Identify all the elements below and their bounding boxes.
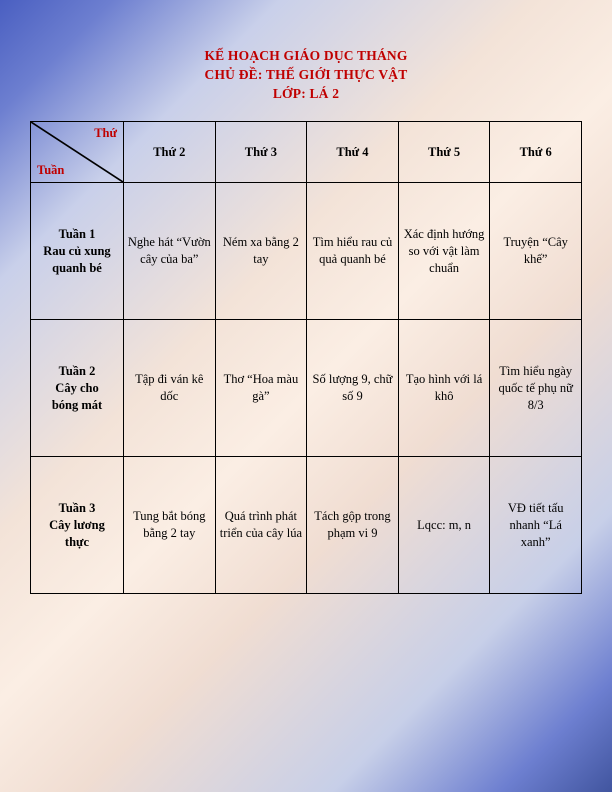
week-label-3-line-3: thực [64, 534, 90, 549]
corner-bottom-label: Tuần [37, 163, 65, 177]
week-label-3 [31, 457, 124, 594]
week-label-2-line-2: Cây cho [55, 380, 99, 395]
cell-w2-thu5: Tạo hình với lá khô [398, 320, 490, 457]
week-label-2-line-3: bóng mát [51, 397, 103, 412]
cell-w2-thu2: Tập đi ván kê dốc [124, 320, 216, 457]
cell-w3-thu5: Lqcc: m, n [398, 457, 490, 594]
week-label-3-line-1: Tuần 3 [58, 500, 96, 515]
cell-w2-thu4: Số lượng 9, chữ số 9 [307, 320, 399, 457]
table-header-row [31, 122, 582, 183]
cell-w3-thu4: Tách gộp trong phạm vi 9 [307, 457, 399, 594]
cell-w3-thu6: VĐ tiết tấu nhanh “Lá xanh” [490, 457, 582, 594]
title-line-3: LỚP: LÁ 2 [272, 86, 340, 101]
week-label-2 [31, 320, 124, 457]
column-header-thu2: Thứ 2 [124, 122, 216, 183]
week-label-1 [31, 183, 124, 320]
corner-header-cell [31, 122, 124, 183]
title-line-1: KẾ HOẠCH GIÁO DỤC THÁNG [204, 48, 408, 63]
cell-w1-thu4: Tìm hiểu rau củ quả quanh bé [307, 183, 399, 320]
column-header-thu6: Thứ 6 [490, 122, 582, 183]
table-row [31, 457, 582, 594]
column-header-thu4: Thứ 4 [307, 122, 399, 183]
cell-w2-thu6: Tìm hiểu ngày quốc tế phụ nữ 8/3 [490, 320, 582, 457]
week-label-1-line-3: quanh bé [52, 260, 102, 275]
week-label-3-line-2: Cây lương [49, 517, 105, 532]
table-row [31, 320, 582, 457]
week-label-1-line-1: Tuần 1 [58, 226, 96, 241]
title-line-2: CHỦ ĐỀ: THẾ GIỚI THỰC VẬT [204, 67, 408, 82]
week-label-1-line-2: Rau củ xung [43, 243, 111, 258]
cell-w1-thu6: Truyện “Cây khế” [490, 183, 582, 320]
cell-w2-thu3: Thơ “Hoa màu gà” [215, 320, 307, 457]
cell-w1-thu3: Ném xa bằng 2 tay [215, 183, 307, 320]
document-title [0, 0, 612, 103]
cell-w3-thu3: Quá trình phát triển của cây lúa [215, 457, 307, 594]
corner-top-label: Thứ [94, 126, 117, 140]
cell-w1-thu2: Nghe hát “Vườn cây của ba” [124, 183, 216, 320]
cell-w1-thu5: Xác định hướng so với vật làm chuẩn [398, 183, 490, 320]
monthly-plan-table [30, 121, 582, 594]
column-header-thu5: Thứ 5 [398, 122, 490, 183]
table-row [31, 183, 582, 320]
column-header-thu3: Thứ 3 [215, 122, 307, 183]
week-label-2-line-1: Tuần 2 [58, 363, 96, 378]
cell-w3-thu2: Tung bắt bóng bằng 2 tay [124, 457, 216, 594]
